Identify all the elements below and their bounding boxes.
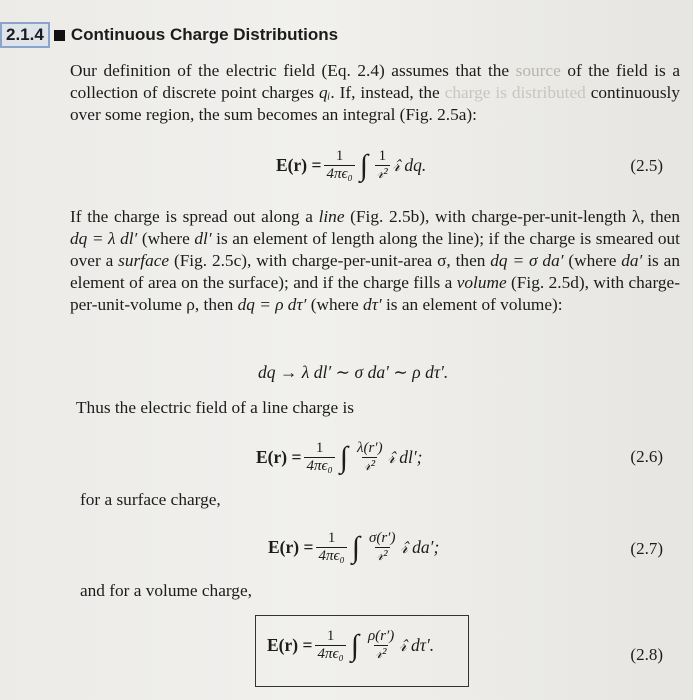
- eq-inner-fraction: [375, 148, 390, 183]
- eq-lhs: E(r) =: [268, 537, 314, 557]
- integral-sign: ∫: [359, 148, 368, 182]
- inner-denominator: 𝓇²: [376, 548, 388, 564]
- distribution-paragraph: [70, 206, 680, 316]
- eq-fraction: [315, 628, 345, 663]
- equation-2-8: [267, 628, 434, 663]
- surface-charge-intro: for a surface charge,: [80, 490, 221, 509]
- inner-numerator: σ(r′): [368, 530, 396, 546]
- eq-inner-fraction: [355, 440, 385, 475]
- equation-number: (2.5): [630, 156, 663, 175]
- para-text: (Fig. 2.5d), with charge-per-unit-volume ρ, then: [70, 273, 680, 314]
- eq-tail: 𝓇̂ dτ′.: [399, 635, 435, 655]
- intro-text: of the field is a collection of discrete point charges: [70, 61, 681, 102]
- intro-faded-text: source: [515, 61, 561, 80]
- intro-text: . If, instead, the: [330, 83, 445, 102]
- qi-symbol: qᵢ: [318, 83, 331, 102]
- para-text: (Fig. 2.5c), with charge-per-unit-area σ, then: [169, 251, 491, 270]
- intro-faded-text: charge is distributed: [444, 83, 586, 102]
- frac-numerator: 1: [326, 628, 335, 644]
- inner-numerator: 1: [378, 148, 387, 164]
- section-title: Continuous Charge Distributions: [70, 25, 339, 44]
- equation-2-7: [268, 530, 439, 565]
- eq-tail: 𝓇̂ da′;: [400, 537, 440, 557]
- eq-inner-fraction: [367, 530, 398, 565]
- section-heading: [0, 20, 338, 50]
- equation-2-5: [276, 148, 426, 183]
- square-bullet-icon: [54, 30, 65, 41]
- eq-tail: 𝓇̂ dq.: [392, 155, 427, 175]
- para-text: If the charge is spread out along a: [70, 207, 319, 226]
- line-charge-intro: Thus the electric field of a line charge is: [76, 398, 354, 417]
- inner-numerator: λ(r′): [356, 440, 383, 456]
- para-text: (where: [137, 229, 195, 248]
- frac-denominator: 4πϵ₀: [326, 166, 353, 182]
- section-number: 2.1.4: [0, 22, 50, 48]
- math-inline: dq = σ da′: [490, 251, 564, 270]
- frac-denominator: 4πϵ₀: [317, 646, 344, 662]
- frac-denominator: 4πϵ₀: [318, 548, 345, 564]
- math-inline: dl′: [194, 229, 212, 248]
- math-inline: da′: [621, 251, 643, 270]
- para-text: (where: [563, 251, 622, 270]
- equation-number: (2.7): [630, 539, 663, 558]
- para-text: is an element of length along the line); if the charge is smeared out over a: [70, 229, 680, 270]
- integral-sign: ∫: [350, 628, 359, 662]
- line-word: line: [318, 207, 345, 226]
- surface-word: surface: [118, 251, 170, 270]
- equation-number: (2.6): [630, 447, 663, 466]
- eq-lhs: E(r) =: [267, 635, 313, 655]
- math-inline: dq = λ dl′: [70, 229, 138, 248]
- math-inline: dq = ρ dτ′: [237, 295, 307, 314]
- intro-text: continuously over some region, the sum becomes an integral (Fig. 2.5a):: [70, 83, 680, 124]
- eq-fraction: [316, 530, 346, 565]
- inner-denominator: 𝓇²: [375, 646, 387, 662]
- eq-inner-fraction: [366, 628, 396, 663]
- inner-numerator: ρ(r′): [367, 628, 395, 644]
- frac-numerator: 1: [315, 440, 324, 456]
- equation-number: (2.8): [630, 645, 663, 664]
- inner-denominator: 𝓇²: [364, 458, 376, 474]
- equation-dq-forms: dq → λ dl′ ∼ σ da′ ∼ ρ dτ′.: [258, 362, 449, 382]
- eq-tail: 𝓇̂ dl′;: [387, 447, 423, 467]
- eq-fraction: [324, 148, 354, 183]
- volume-charge-intro: and for a volume charge,: [80, 581, 252, 600]
- frac-numerator: 1: [335, 148, 344, 164]
- para-text: is an element of area on the surface); and if the charge fills a: [70, 251, 680, 292]
- para-text: is an element of volume):: [381, 295, 563, 314]
- eq-fraction: [304, 440, 334, 475]
- eq-lhs: E(r) =: [256, 447, 302, 467]
- eq-lhs: E(r) =: [276, 155, 322, 175]
- para-text: (where: [306, 295, 364, 314]
- volume-word: volume: [456, 273, 507, 292]
- frac-numerator: 1: [327, 530, 336, 546]
- inner-denominator: 𝓇²: [376, 166, 388, 182]
- para-text: (Fig. 2.5b), with charge-per-unit-length λ, then: [344, 207, 680, 226]
- equation-2-6: [256, 440, 423, 475]
- integral-sign: ∫: [339, 440, 348, 474]
- intro-text: Our definition of the electric field (Eq. 2.4) assumes that the: [70, 61, 516, 80]
- intro-paragraph: [70, 60, 680, 126]
- integral-sign: ∫: [351, 530, 360, 564]
- frac-denominator: 4πϵ₀: [306, 458, 333, 474]
- math-inline: dτ′: [363, 295, 382, 314]
